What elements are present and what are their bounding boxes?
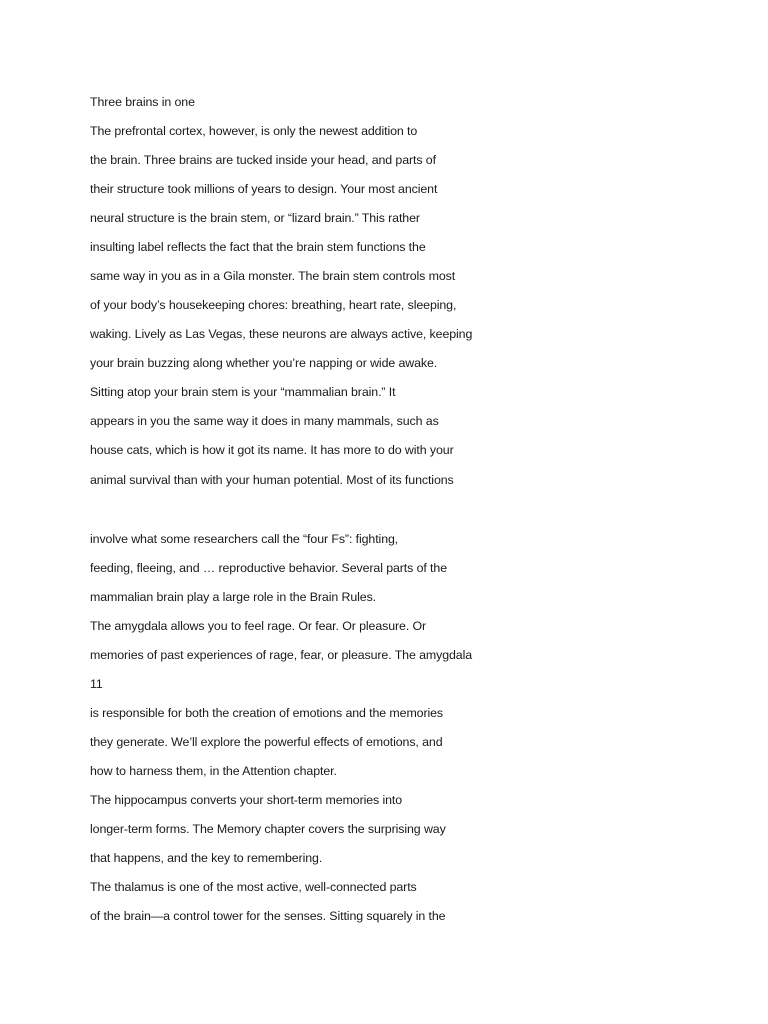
text-line: of your body’s housekeeping chores: breathing, heart rate, sleeping, [90,298,457,312]
text-line: their structure took millions of years to design. Your most ancient [90,182,438,196]
text-line: The thalamus is one of the most active, well-connected parts [90,880,417,894]
text-line: mammalian brain play a large role in the Brain Rules. [90,590,377,604]
text-line: The amygdala allows you to feel rage. Or fear. Or pleasure. Or [90,619,427,633]
text-line: memories of past experiences of rage, fear, or pleasure. The amygdala [90,648,473,662]
text-line: of the brain—a control tower for the senses. Sitting squarely in the [90,909,446,923]
text-line: longer-term forms. The Memory chapter covers the surprising way [90,822,446,836]
text-line: how to harness them, in the Attention chapter. [90,764,337,778]
text-line: Sitting atop your brain stem is your “mammalian brain.” It [90,385,396,399]
text-line: same way in you as in a Gila monster. The brain stem controls most [90,269,456,283]
page-number: 11 [90,677,103,691]
text-line: animal survival than with your human potential. Most of its functions [90,473,454,487]
text-line: involve what some researchers call the “four Fs”: fighting, [90,532,399,546]
text-line: The prefrontal cortex, however, is only the newest addition to [90,124,418,138]
text-line: insulting label reflects the fact that the brain stem functions the [90,240,426,254]
text-line: is responsible for both the creation of emotions and the memories [90,706,444,720]
text-line: house cats, which is how it got its name. It has more to do with your [90,443,454,457]
text-line: the brain. Three brains are tucked inside your head, and parts of [90,153,436,167]
text-line: your brain buzzing along whether you’re napping or wide awake. [90,356,438,370]
text-line: appears in you the same way it does in many mammals, such as [90,414,439,428]
text-line: that happens, and the key to remembering. [90,851,323,865]
text-line: waking. Lively as Las Vegas, these neurons are always active, keeping [90,327,473,341]
text-line: The hippocampus converts your short-term memories into [90,793,403,807]
text-line: they generate. We’ll explore the powerful effects of emotions, and [90,735,443,749]
text-line: neural structure is the brain stem, or “lizard brain.” This rather [90,211,420,225]
text-line: feeding, fleeing, and … reproductive behavior. Several parts of the [90,561,447,575]
section-heading: Three brains in one [90,95,195,109]
